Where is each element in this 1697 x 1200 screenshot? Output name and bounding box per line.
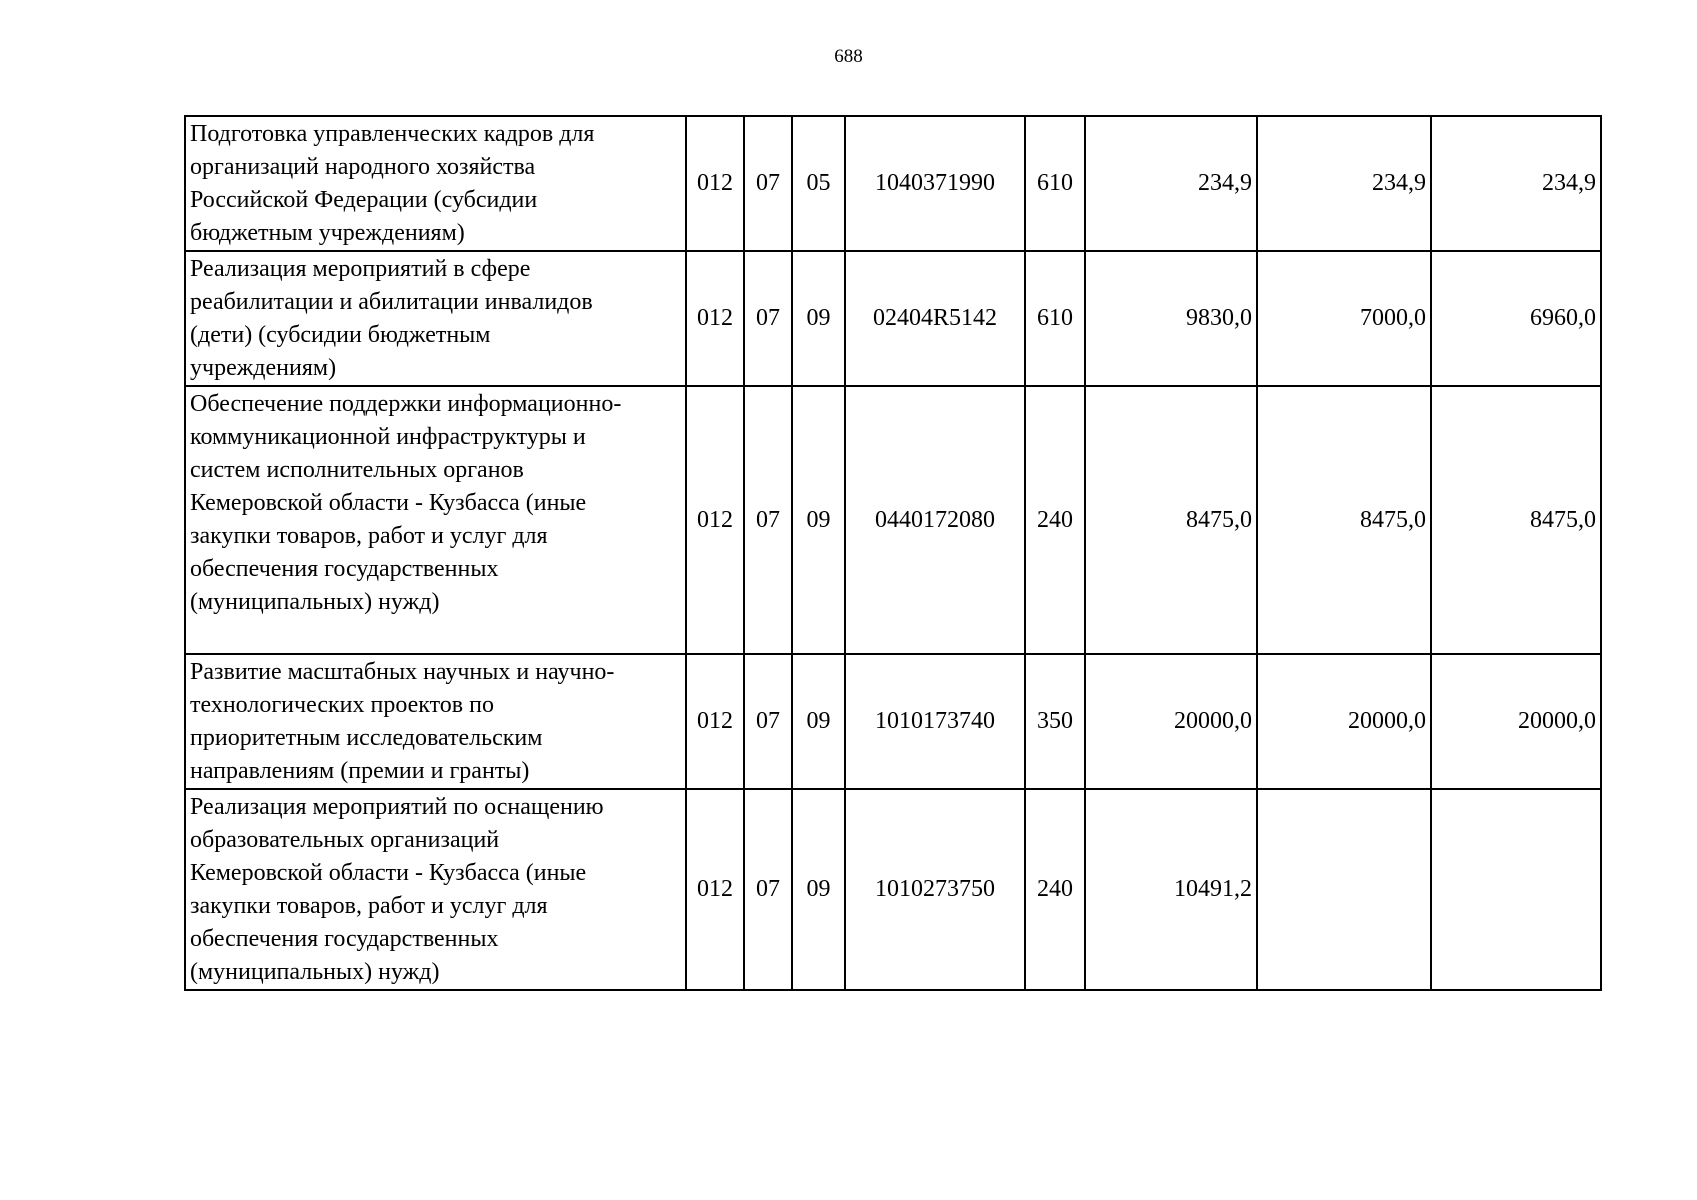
amount-year-1: 10491,2	[1085, 789, 1257, 990]
expense-type-code: 350	[1025, 654, 1085, 789]
section-code: 07	[744, 386, 792, 654]
description-line: обеспечения государственных	[190, 926, 499, 952]
description-line: систем исполнительных органов	[190, 457, 524, 483]
row-description	[185, 654, 686, 789]
description-line: учреждениям)	[190, 355, 337, 381]
table-row	[185, 386, 1601, 654]
description-line: Российской Федерации (субсидии	[190, 187, 538, 213]
subsection-code: 09	[792, 251, 845, 386]
amount-year-2	[1257, 789, 1431, 990]
target-article-code: 1010173740	[845, 654, 1025, 789]
description-line: закупки товаров, работ и услуг для	[190, 893, 548, 919]
description-line: реабилитации и абилитации инвалидов	[190, 289, 593, 315]
description-line: образовательных организаций	[190, 827, 500, 853]
description-line: (муниципальных) нужд)	[190, 959, 440, 985]
description-line: бюджетным учреждениям)	[190, 220, 465, 246]
ministry-code: 012	[686, 789, 744, 990]
ministry-code: 012	[686, 251, 744, 386]
amount-year-1: 234,9	[1085, 116, 1257, 251]
row-description	[185, 116, 686, 251]
budget-table	[184, 115, 1602, 991]
description-line: Подготовка управленческих кадров для	[190, 121, 595, 147]
expense-type-code: 240	[1025, 789, 1085, 990]
subsection-code: 09	[792, 654, 845, 789]
description-line: Реализация мероприятий в сфере	[190, 256, 531, 282]
table-row	[185, 251, 1601, 386]
description-line: организаций народного хозяйства	[190, 154, 536, 180]
expense-type-code: 240	[1025, 386, 1085, 654]
amount-year-3	[1431, 789, 1601, 990]
description-line: направлениям (премии и гранты)	[190, 758, 530, 784]
description-line: (муниципальных) нужд)	[190, 589, 440, 615]
amount-year-2: 20000,0	[1257, 654, 1431, 789]
ministry-code: 012	[686, 386, 744, 654]
amount-year-3: 20000,0	[1431, 654, 1601, 789]
amount-year-2: 234,9	[1257, 116, 1431, 251]
row-description	[185, 251, 686, 386]
amount-year-1: 8475,0	[1085, 386, 1257, 654]
row-description	[185, 386, 686, 654]
amount-year-3: 6960,0	[1431, 251, 1601, 386]
table-row	[185, 654, 1601, 789]
page-number: 688	[834, 46, 863, 67]
amount-year-1: 9830,0	[1085, 251, 1257, 386]
description-line: Кемеровской области - Кузбасса (иные	[190, 860, 587, 886]
subsection-code: 09	[792, 386, 845, 654]
description-line: Обеспечение поддержки информационно-	[190, 391, 622, 417]
description-line: Развитие масштабных научных и научно-	[190, 659, 615, 685]
description-line: Реализация мероприятий по оснащению	[190, 794, 604, 820]
section-code: 07	[744, 654, 792, 789]
subsection-code: 05	[792, 116, 845, 251]
amount-year-2: 7000,0	[1257, 251, 1431, 386]
amount-year-2: 8475,0	[1257, 386, 1431, 654]
table-row	[185, 789, 1601, 990]
target-article-code: 02404R5142	[845, 251, 1025, 386]
target-article-code: 1040371990	[845, 116, 1025, 251]
description-line: закупки товаров, работ и услуг для	[190, 523, 548, 549]
amount-year-3: 234,9	[1431, 116, 1601, 251]
description-line: обеспечения государственных	[190, 556, 499, 582]
section-code: 07	[744, 789, 792, 990]
ministry-code: 012	[686, 654, 744, 789]
row-description	[185, 789, 686, 990]
description-line: Кемеровской области - Кузбасса (иные	[190, 490, 587, 516]
target-article-code: 1010273750	[845, 789, 1025, 990]
description-line: (дети) (субсидии бюджетным	[190, 322, 491, 348]
table-row	[185, 116, 1601, 251]
section-code: 07	[744, 116, 792, 251]
expense-type-code: 610	[1025, 251, 1085, 386]
ministry-code: 012	[686, 116, 744, 251]
description-line: технологических проектов по	[190, 692, 494, 718]
target-article-code: 0440172080	[845, 386, 1025, 654]
amount-year-3: 8475,0	[1431, 386, 1601, 654]
amount-year-1: 20000,0	[1085, 654, 1257, 789]
expense-type-code: 610	[1025, 116, 1085, 251]
description-line: коммуникационной инфраструктуры и	[190, 424, 586, 450]
section-code: 07	[744, 251, 792, 386]
description-line: приоритетным исследовательским	[190, 725, 543, 751]
subsection-code: 09	[792, 789, 845, 990]
